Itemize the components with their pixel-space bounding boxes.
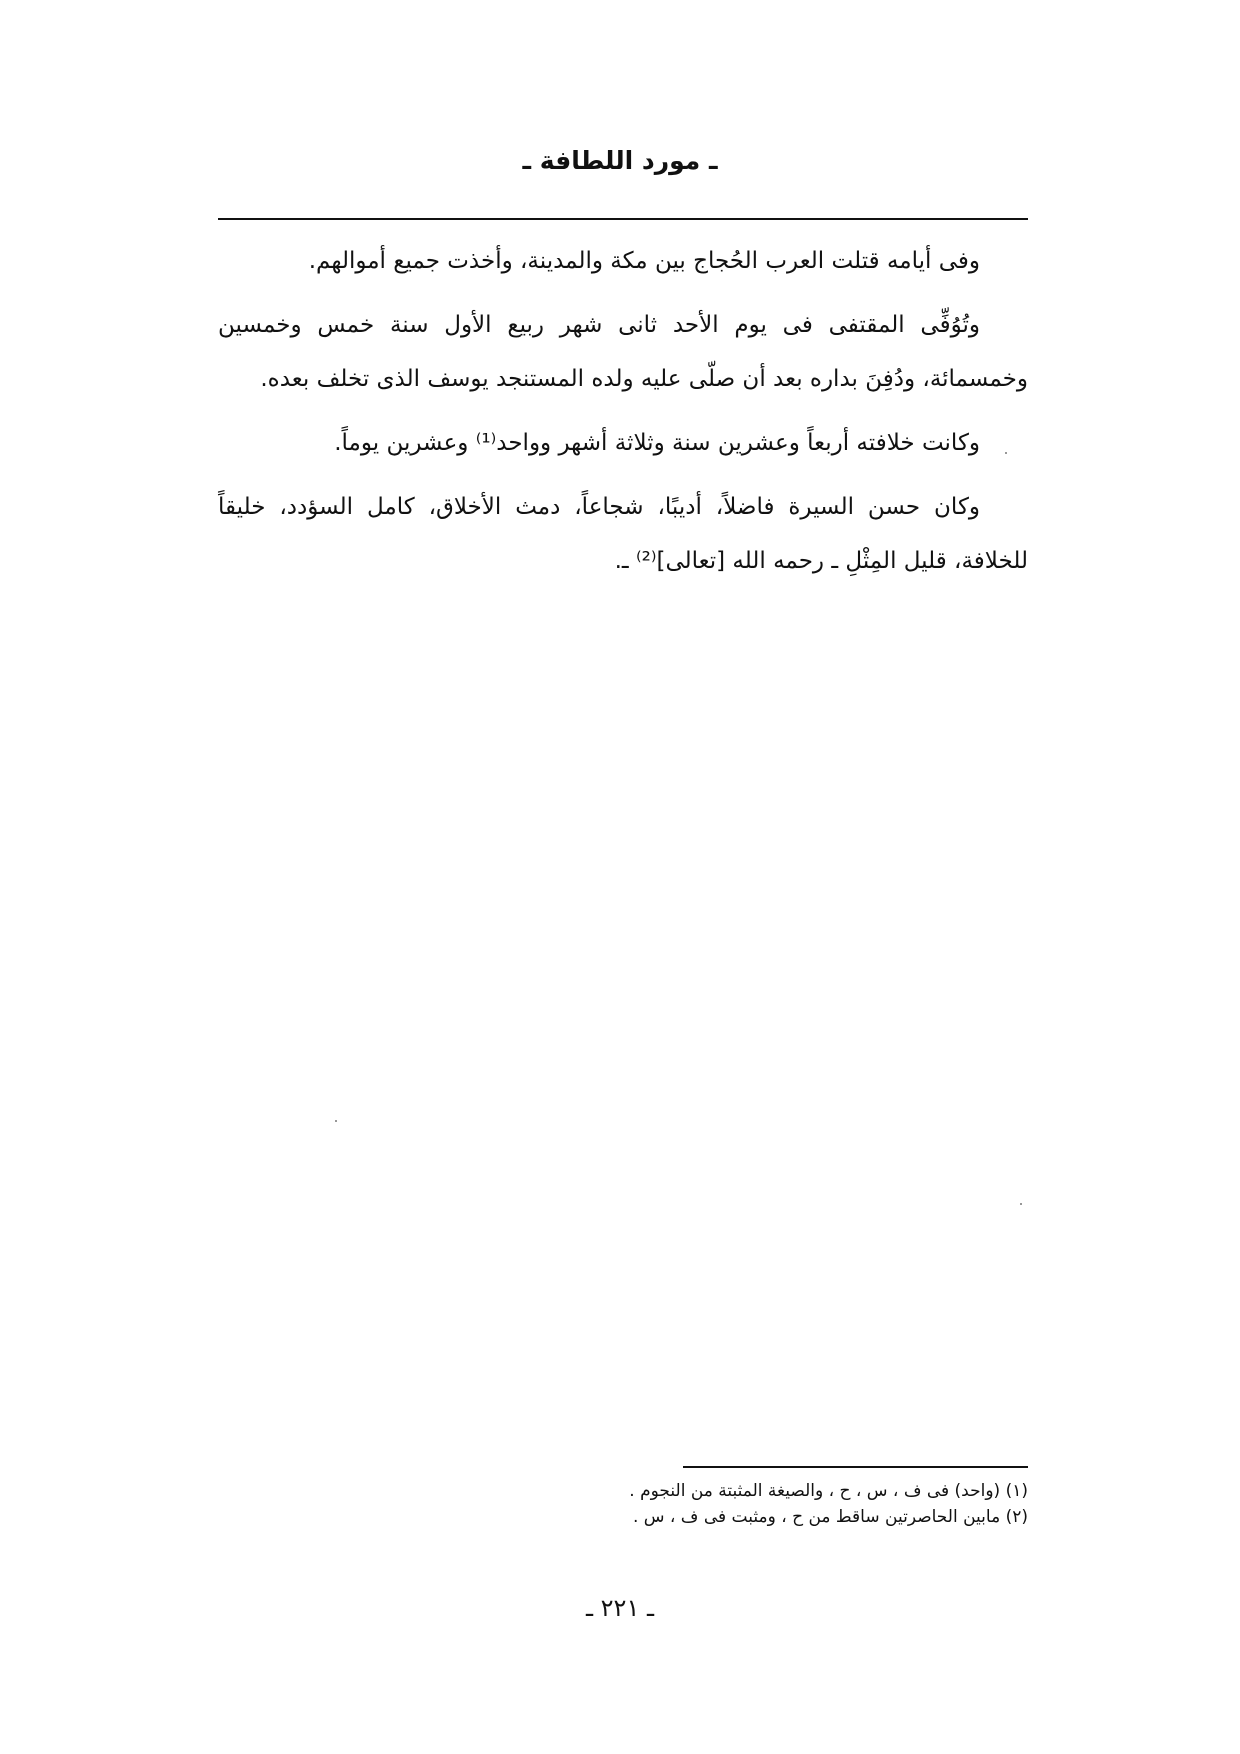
scan-speck <box>1005 452 1007 454</box>
page-number: ـ ٢٢١ ـ <box>585 1594 654 1622</box>
footnote-2: (٢) مابين الحاصرتين ساقط من ح ، ومثبت فى ف ، س . <box>632 1507 1028 1527</box>
paragraph-2: وتُوُفِّى المقتفى فى يوم الأحد ثانى شهر ربيع الأول سنة خمس وخمسين وخمسمائة، ودُفِنَ بداره بعد أن صلّى عليه ولده المستنجد يوسف الذى تخلف بعده. <box>218 312 1028 392</box>
footnote-divider <box>683 1466 1028 1468</box>
running-header: ـ مورد اللطافة ـ <box>522 146 718 175</box>
paragraph-4: وكان حسن السيرة فاضلاً، أديبًا، شجاعاً، دمث الأخلاق، كامل السؤدد، خليقاً للخلافة، قليل المِثْلِ ـ رحمه الله [تعالى]⁽²⁾ ـ. <box>218 494 1028 574</box>
main-text <box>218 234 1028 598</box>
paragraph-1: وفى أيامه قتلت العرب الحُجاج بين مكة والمدينة، وأخذت جميع أموالهم. <box>308 248 980 274</box>
scan-speck <box>1020 1203 1022 1205</box>
footnote-1: (١) (واحد) فى ف ، س ، ح ، والصيغة المثبتة من النجوم . <box>629 1481 1028 1501</box>
paragraph-3: وكانت خلافته أربعاً وعشرين سنة وثلاثة أشهر وواحد⁽¹⁾ وعشرين يوماً. <box>334 430 980 456</box>
footnotes <box>480 1478 1028 1530</box>
header-divider <box>218 218 1028 220</box>
scan-speck <box>335 1120 337 1122</box>
